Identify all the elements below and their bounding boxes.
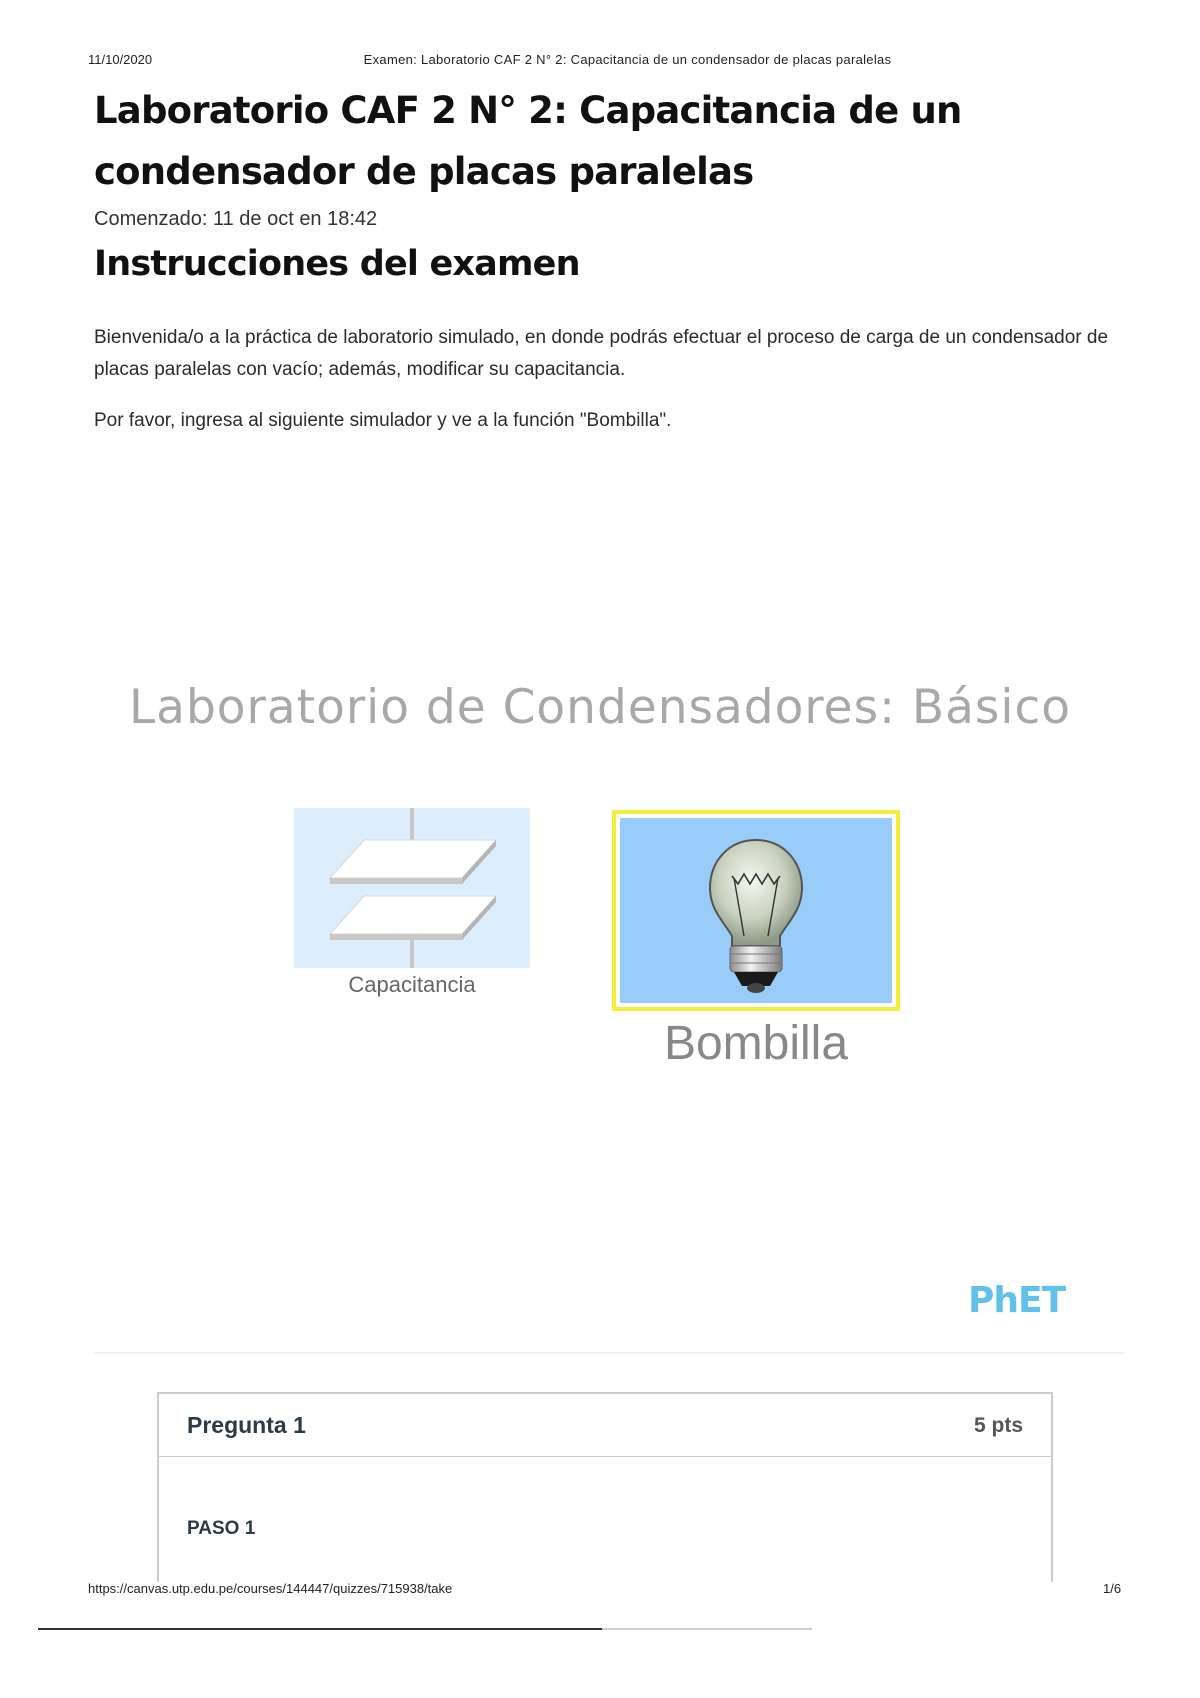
instructions-paragraph-1: Bienvenida/o a la práctica de laboratorio simulado, en donde podrás efectuar el proceso de carga de un condensador de placas paralelas con vacío; además, modificar su capacitancia.	[94, 327, 1109, 380]
bulb-screen-button[interactable]	[620, 818, 892, 1003]
print-date: 11/10/2020	[88, 52, 153, 67]
simulator-title: Laboratorio de Condensadores: Básico	[128, 680, 1072, 735]
capacitor-plates-icon	[294, 808, 530, 968]
instructions-paragraph-2: Por favor, ingresa al siguiente simulador y ve a la función "Bombilla".	[94, 410, 672, 431]
capacitance-screen-label: Capacitancia	[348, 972, 476, 997]
question-card	[157, 1392, 1053, 1582]
phet-logo: PhET	[968, 1280, 1066, 1321]
bottom-rule-fade	[602, 1628, 812, 1630]
print-header-title: Examen: Laboratorio CAF 2 N° 2: Capacitancia de un condensador de placas paralelas	[363, 52, 892, 67]
light-bulb-icon	[620, 818, 892, 1003]
question-points: 5 pts	[973, 1414, 1023, 1437]
print-footer-url: https://canvas.utp.edu.pe/courses/144447/quizzes/715938/take	[88, 1581, 453, 1596]
started-timestamp: Comenzado: 11 de oct en 18:42	[94, 208, 378, 230]
question-step-label: PASO 1	[187, 1518, 256, 1539]
quiz-title: Laboratorio CAF 2 N° 2: Capacitancia de un condensador de placas paralelas	[94, 89, 962, 193]
bottom-rule	[38, 1628, 602, 1630]
simulator-divider	[94, 1352, 1124, 1354]
question-title: Pregunta 1	[187, 1412, 306, 1438]
bulb-screen-label: Bombilla	[663, 1017, 849, 1070]
question-header	[159, 1394, 1051, 1457]
capacitance-screen-button[interactable]	[294, 808, 530, 968]
print-footer-page: 1/6	[1103, 1581, 1122, 1596]
instructions-heading: Instrucciones del examen	[94, 244, 580, 284]
